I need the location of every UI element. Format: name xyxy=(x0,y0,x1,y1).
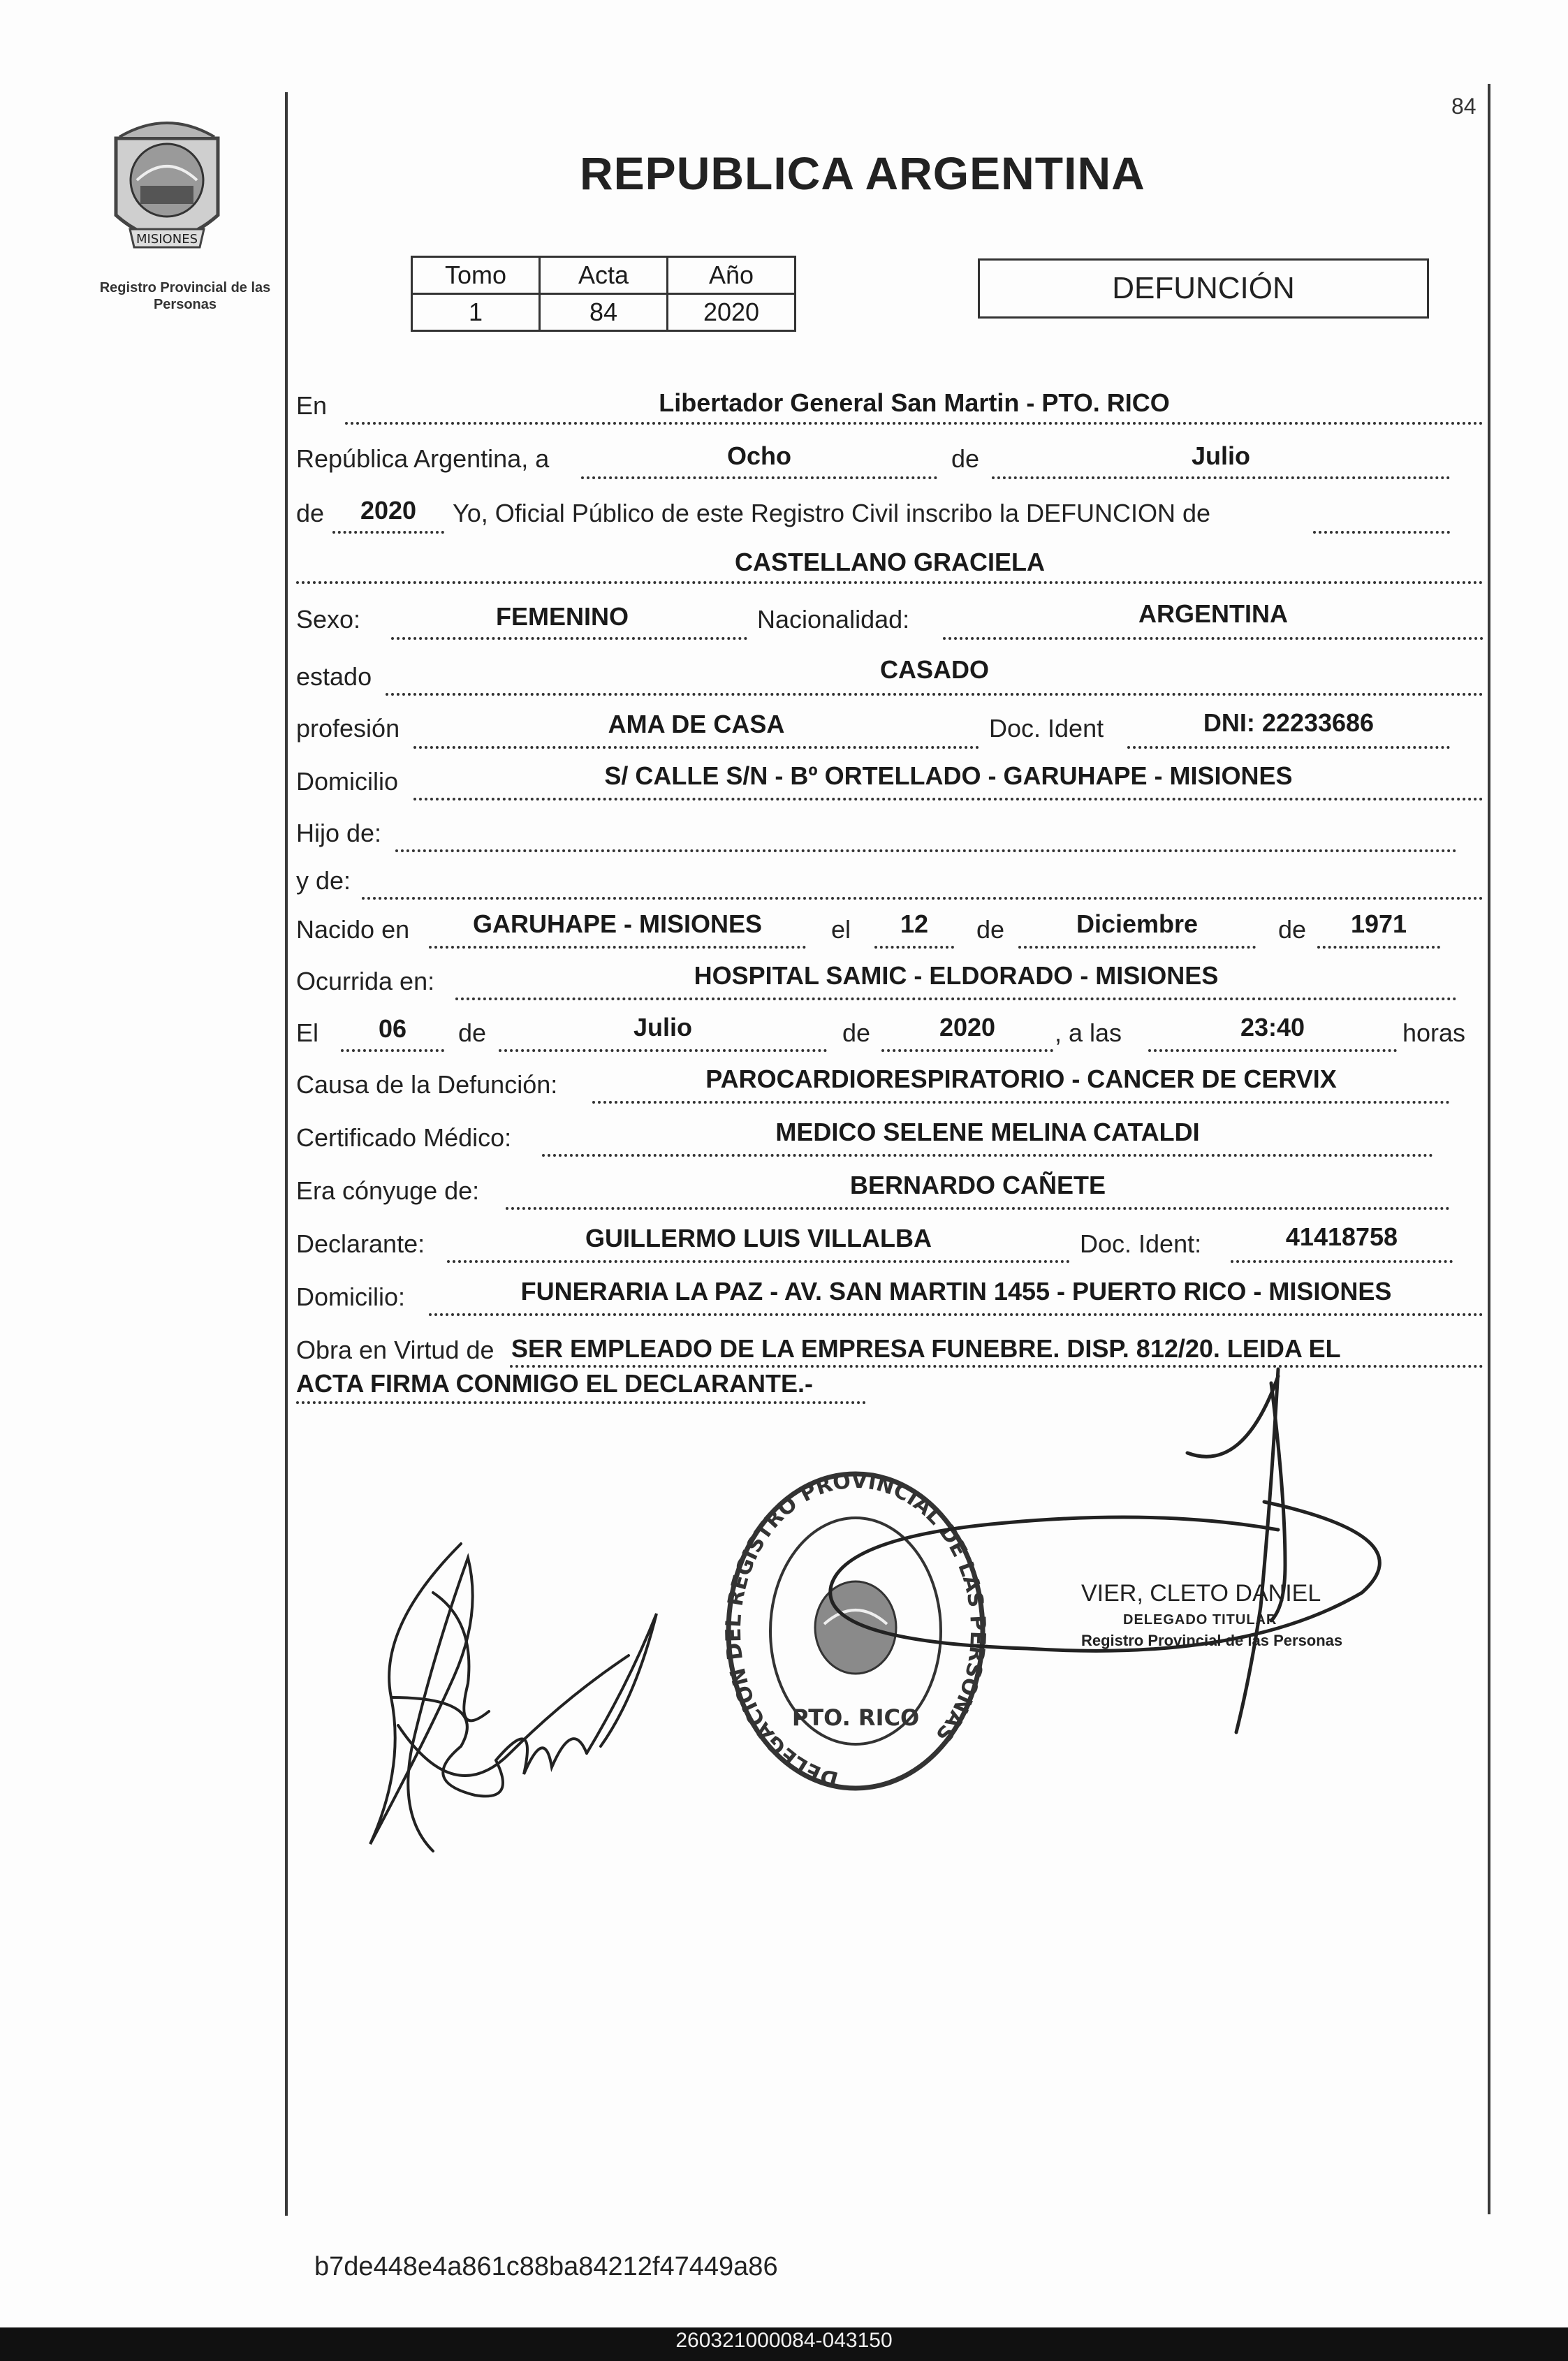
label-y-de: y de: xyxy=(296,866,351,895)
value-ocurrida: HOSPITAL SAMIC - ELDORADO - MISIONES xyxy=(694,961,1219,990)
label-el: el xyxy=(831,915,851,944)
line-anio xyxy=(332,531,444,534)
value-anio: 2020 xyxy=(360,496,417,525)
line-doc xyxy=(1127,746,1450,749)
line-dia xyxy=(581,476,937,479)
official-name: VIER, CLETO DANIEL xyxy=(1081,1580,1321,1607)
label-ocurrida-en: Ocurrida en: xyxy=(296,967,435,995)
value-declarante-domicilio: FUNERARIA LA PAZ - AV. SAN MARTIN 1455 - PUERTO RICO - MISIONES xyxy=(520,1277,1392,1306)
label-profesion: profesión xyxy=(296,714,400,743)
line-muerte-mes xyxy=(499,1049,827,1052)
line-muerte-anio xyxy=(881,1049,1053,1052)
line-y-de xyxy=(362,897,1483,900)
line-nacido-anio xyxy=(1317,946,1440,949)
value-profesion: AMA DE CASA xyxy=(608,710,785,738)
document-type-box: DEFUNCIÓN xyxy=(978,258,1429,319)
registry-label-acta: Acta xyxy=(540,257,668,294)
line-ocurrida xyxy=(455,997,1457,1000)
value-dia-letras: Ocho xyxy=(726,441,791,470)
document-title: REPUBLICA ARGENTINA xyxy=(580,147,1145,199)
line-conyuge xyxy=(506,1207,1450,1210)
label-nacido-en: Nacido en xyxy=(296,915,410,944)
label-sexo: Sexo: xyxy=(296,605,361,634)
line-declarante-domicilio xyxy=(429,1313,1483,1316)
label-conyuge: Era cónyuge de: xyxy=(296,1176,480,1205)
line-causa xyxy=(592,1101,1450,1104)
value-lugar: Libertador General San Martin - PTO. RICO xyxy=(659,388,1170,417)
line-hijo-de xyxy=(395,849,1457,852)
label-causa: Causa de la Defunción: xyxy=(296,1070,558,1099)
value-nacido-mes: Diciembre xyxy=(1076,909,1199,938)
label-horas: horas xyxy=(1402,1018,1466,1047)
line-nacido-lugar xyxy=(429,946,806,949)
value-sexo: FEMENINO xyxy=(495,602,629,631)
label-yo: Yo, Oficial Público de este Registro Civil inscribo la DEFUNCION de xyxy=(453,499,1211,527)
value-doc: DNI: 22233686 xyxy=(1203,708,1375,737)
value-conyuge: BERNARDO CAÑETE xyxy=(849,1171,1106,1199)
label-de-5: de xyxy=(458,1018,487,1047)
value-causa: PAROCARDIORESPIRATORIO - CANCER DE CERVIX xyxy=(705,1065,1337,1093)
label-obra: Obra en Virtud de xyxy=(296,1336,494,1364)
value-muerte-mes: Julio xyxy=(633,1013,692,1041)
svg-text:PTO. RICO: PTO. RICO xyxy=(791,1704,920,1731)
label-nacionalidad: Nacionalidad: xyxy=(757,605,910,634)
line-nacido-dia xyxy=(874,946,954,949)
registry-value-anio: 2020 xyxy=(668,294,796,331)
line-declarante-doc xyxy=(1231,1260,1453,1263)
line-declarante xyxy=(447,1260,1070,1263)
registry-label-anio: Año xyxy=(668,257,796,294)
value-muerte-dia: 06 xyxy=(378,1014,407,1043)
label-de-6: de xyxy=(842,1018,871,1047)
declarant-signature xyxy=(349,1516,671,1879)
label-de-3: de xyxy=(976,915,1005,944)
value-domicilio: S/ CALLE S/N - Bº ORTELLADO - GARUHAPE - MISIONES xyxy=(604,761,1293,790)
line-hora xyxy=(1148,1049,1397,1052)
line-sexo xyxy=(391,637,747,640)
registry-label-tomo: Tomo xyxy=(412,257,540,294)
official-title: DELEGADO TITULAR xyxy=(1123,1612,1277,1628)
label-hijo-de: Hijo de: xyxy=(296,819,382,847)
value-nacido-anio: 1971 xyxy=(1350,909,1407,938)
value-nacido-lugar: GARUHAPE - MISIONES xyxy=(472,909,763,938)
line-estado xyxy=(386,693,1483,696)
label-de-4: de xyxy=(1278,915,1307,944)
line-mes xyxy=(992,476,1450,479)
registry-table xyxy=(411,256,796,332)
value-obra-linea1: SER EMPLEADO DE LA EMPRESA FUNEBRE. DISP. 812/20. LEIDA EL xyxy=(511,1334,1341,1363)
line-domicilio xyxy=(413,798,1483,801)
line-yo-tail xyxy=(1313,531,1450,534)
scan-id: 260321000084-043150 xyxy=(675,2329,893,2352)
label-a-las: , a las xyxy=(1055,1018,1122,1047)
value-muerte-anio: 2020 xyxy=(939,1013,996,1041)
label-de-1: de xyxy=(951,444,980,473)
value-nombre: CASTELLANO GRACIELA xyxy=(735,548,1045,576)
value-mes: Julio xyxy=(1191,441,1250,470)
line-nombre xyxy=(296,581,1483,584)
value-obra-linea2: ACTA FIRMA CONMIGO EL DECLARANTE.- xyxy=(296,1369,813,1398)
svg-text:MISIONES: MISIONES xyxy=(135,232,198,247)
value-hora: 23:40 xyxy=(1240,1013,1305,1041)
official-signature xyxy=(796,1355,1383,1746)
label-en: En xyxy=(296,391,328,420)
province-coat-of-arms-logo xyxy=(102,110,232,264)
right-margin-line xyxy=(1488,84,1490,2214)
value-nacionalidad: ARGENTINA xyxy=(1138,599,1288,628)
label-declarante: Declarante: xyxy=(296,1229,425,1258)
label-de-2: de xyxy=(296,499,325,527)
svg-text:DELEGACION DEL REGISTRO PROVIN: DELEGACION DEL REGISTRO PROVINCIAL DE LAS PERSONAS xyxy=(721,1468,990,1792)
value-nacido-dia: 12 xyxy=(900,909,929,938)
agency-name: Registro Provincial de las Personas xyxy=(99,280,271,312)
line-obra-2 xyxy=(296,1401,866,1404)
label-doc-ident: Doc. Ident xyxy=(989,714,1104,743)
document-hash: b7de448e4a861c88ba84212f47449a86 xyxy=(314,2252,778,2281)
left-margin-line xyxy=(285,92,288,2216)
line-certificado xyxy=(542,1154,1433,1157)
value-certificado: MEDICO SELENE MELINA CATALDI xyxy=(775,1118,1200,1146)
registry-value-acta: 84 xyxy=(540,294,668,331)
label-doc-ident-2: Doc. Ident: xyxy=(1080,1229,1202,1258)
value-declarante: GUILLERMO LUIS VILLALBA xyxy=(585,1224,932,1252)
label-domicilio: Domicilio xyxy=(296,767,399,796)
line-lugar xyxy=(345,422,1483,425)
line-nacido-mes xyxy=(1018,946,1256,949)
line-profesion xyxy=(413,746,979,749)
registry-value-tomo: 1 xyxy=(412,294,540,331)
line-nacionalidad xyxy=(943,637,1483,640)
official-org: Registro Provincial de las Personas xyxy=(1081,1632,1343,1649)
label-republica: República Argentina, a xyxy=(296,444,550,473)
label-certificado: Certificado Médico: xyxy=(296,1123,512,1152)
label-estado: estado xyxy=(296,662,372,691)
line-muerte-dia xyxy=(341,1049,444,1052)
label-el-2: El xyxy=(296,1018,319,1047)
label-domicilio-2: Domicilio: xyxy=(296,1282,406,1311)
value-declarante-doc: 41418758 xyxy=(1285,1222,1398,1251)
page-number: 84 xyxy=(1451,94,1477,119)
value-estado: CASADO xyxy=(879,655,989,684)
